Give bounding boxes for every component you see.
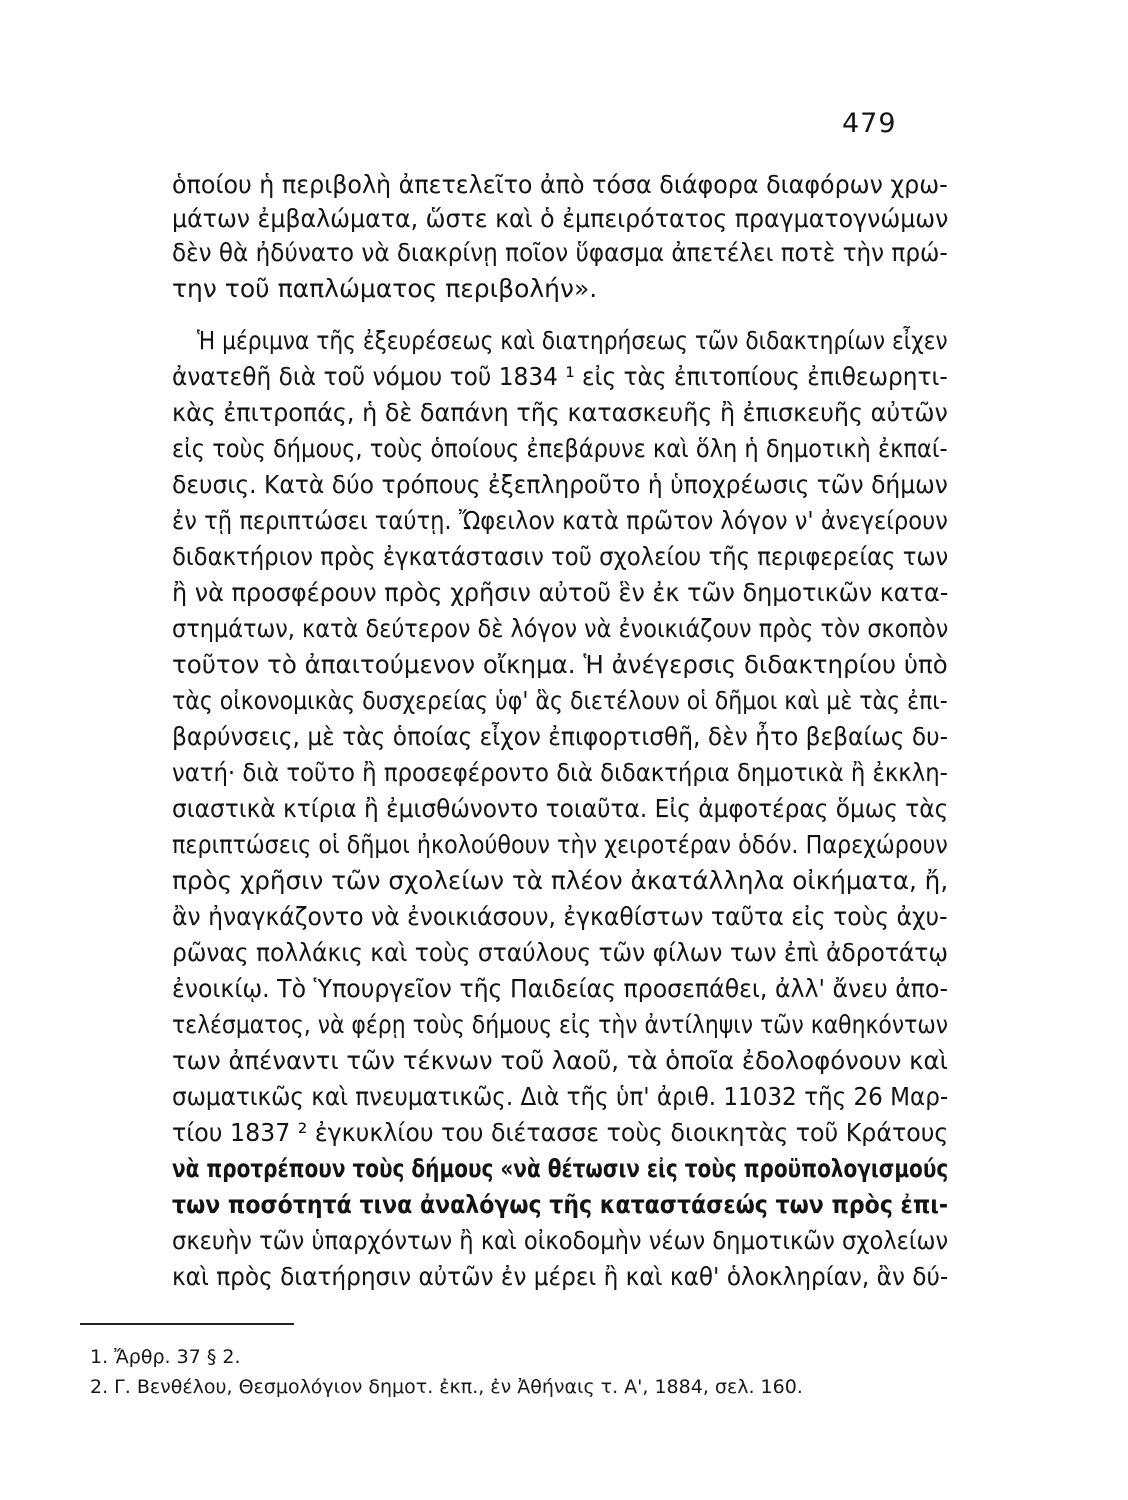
text-line: ἐνοικίῳ. Τὸ Ὑπουργεῖον τῆς Παιδείας προσεπάθει, ἀλλ' ἄνευ ἀπο- — [172, 974, 949, 1003]
footnote-divider — [80, 1323, 294, 1325]
text-line: Ἡ μέριμνα τῆς ἐξευρέσεως καὶ διατηρήσεως τῶν διδακτηρίων εἶχεν — [197, 326, 948, 355]
text-line: στημάτων, κατὰ δεύτερον δὲ λόγον νὰ ἐνοικιάζουν πρὸς τὸν σκοπὸν — [172, 614, 949, 643]
text-line: κὰς ἐπιτροπάς, ἡ δὲ δαπάνη τῆς κατασκευῆς ἢ ἐπισκευῆς αὐτῶν — [172, 398, 948, 427]
text-line: ἐν τῇ περιπτώσει ταύτῃ. Ὤφειλον κατὰ πρῶτον λόγον ν' ἀνεγείρουν — [172, 506, 948, 535]
footnote: 1. Ἄρθρ. 37 § 2. — [90, 1346, 241, 1368]
text-line: διδακτήριον πρὸς ἐγκατάστασιν τοῦ σχολείου τῆς περιφερείας των — [172, 542, 949, 571]
text-line: δευσις. Κατὰ δύο τρόπους ἐξεπληροῦτο ἡ ὑποχρέωσις τῶν δήμων — [172, 470, 948, 499]
text-line: μάτων ἐμβαλώματα, ὥστε καὶ ὁ ἐμπειρότατος πραγματογνώμων — [172, 204, 949, 233]
text-line: βαρύνσεις, μὲ τὰς ὁποίας εἶχον ἐπιφορτισθῆ, δὲν ἦτο βεβαίως δυ- — [172, 722, 949, 751]
text-line: ἂν ἠναγκάζοντο νὰ ἐνοικιάσουν, ἐγκαθίστων ταῦτα εἰς τοὺς ἀχυ- — [172, 902, 948, 931]
text-line: ἀνατεθῆ διὰ τοῦ νόμου τοῦ 1834 ¹ εἰς τὰς ἐπιτοπίους ἐπιθεωρητι- — [172, 362, 948, 391]
text-line: πρὸς χρῆσιν τῶν σχολείων τὰ πλέον ἀκατάλληλα οἰκήματα, ἤ, — [172, 866, 949, 895]
text-line: την τοῦ παπλώματος περιβολήν». — [172, 274, 598, 303]
text-line: των ποσότητά τινα ἀναλόγως τῆς καταστάσεώς των πρὸς ἐπι- — [172, 1190, 949, 1219]
text-line: σωματικῶς καὶ πνευματικῶς. Διὰ τῆς ὑπ' ἀριθ. 11032 τῆς 26 Μαρ- — [172, 1082, 949, 1111]
text-line: τίου 1837 ² ἐγκυκλίου του διέτασσε τοὺς διοικητὰς τοῦ Κράτους — [172, 1118, 949, 1147]
text-line: τοῦτον τὸ ἀπαιτούμενον οἴκημα. Ἡ ἀνέγερσις διδακτηρίου ὑπὸ — [172, 650, 948, 679]
text-line: εἰς τοὺς δήμους, τοὺς ὁποίους ἐπεβάρυνε καὶ ὅλη ἡ δημοτικὴ ἐκπαί- — [172, 434, 948, 463]
text-line: νὰ προτρέπουν τοὺς δήμους «νὰ θέτωσιν εἰς τοὺς προϋπολογισμούς — [172, 1154, 949, 1183]
text-line: τελέσματος, νὰ φέρῃ τοὺς δήμους εἰς τὴν ἀντίληψιν τῶν καθηκόντων — [172, 1010, 948, 1039]
page-number: 479 — [842, 108, 897, 139]
text-line: νατή· διὰ τοῦτο ἢ προσεφέροντο διὰ διδακτήρια δημοτικὰ ἢ ἐκκλη- — [172, 758, 948, 787]
text-line: τὰς οἰκονομικὰς δυσχερείας ὑφ' ἃς διετέλουν οἱ δῆμοι καὶ μὲ τὰς ἐπι- — [172, 686, 948, 715]
text-line: των ἀπέναντι τῶν τέκνων τοῦ λαοῦ, τὰ ὁποῖα ἐδολοφόνουν καὶ — [172, 1046, 948, 1075]
text-line: καὶ πρὸς διατήρησιν αὐτῶν ἐν μέρει ἢ καὶ καθ' ὁλοκληρίαν, ἂν δύ- — [172, 1262, 949, 1291]
text-line: δὲν θὰ ἠδύνατο νὰ διακρίνῃ ποῖον ὕφασμα ἀπετέλει ποτὲ τὴν πρώ- — [172, 238, 948, 267]
text-line: ρῶνας πολλάκις καὶ τοὺς σταύλους τῶν φίλων των ἐπὶ ἀδροτάτῳ — [172, 938, 948, 967]
text-line: σιαστικὰ κτίρια ἢ ἐμισθώνοντο τοιαῦτα. Εἰς ἀμφοτέρας ὅμως τὰς — [172, 794, 949, 823]
text-line: ὁποίου ἡ περιβολὴ ἀπετελεῖτο ἀπὸ τόσα διάφορα διαφόρων χρω- — [172, 170, 948, 199]
text-line: ἢ νὰ προσφέρουν πρὸς χρῆσιν αὐτοῦ ἓν ἐκ τῶν δημοτικῶν κατα- — [172, 578, 949, 607]
text-line: περιπτώσεις οἱ δῆμοι ἠκολούθουν τὴν χειροτέραν ὁδόν. Παρεχώρουν — [172, 830, 948, 859]
footnote: 2. Γ. Βενθέλου, Θεσμολόγιον δημοτ. ἐκπ., ἐν Ἀθήναις τ. Α', 1884, σελ. 160. — [90, 1376, 803, 1398]
text-line: σκευὴν τῶν ὑπαρχόντων ἢ καὶ οἰκοδομὴν νέων δημοτικῶν σχολείων — [172, 1226, 949, 1255]
